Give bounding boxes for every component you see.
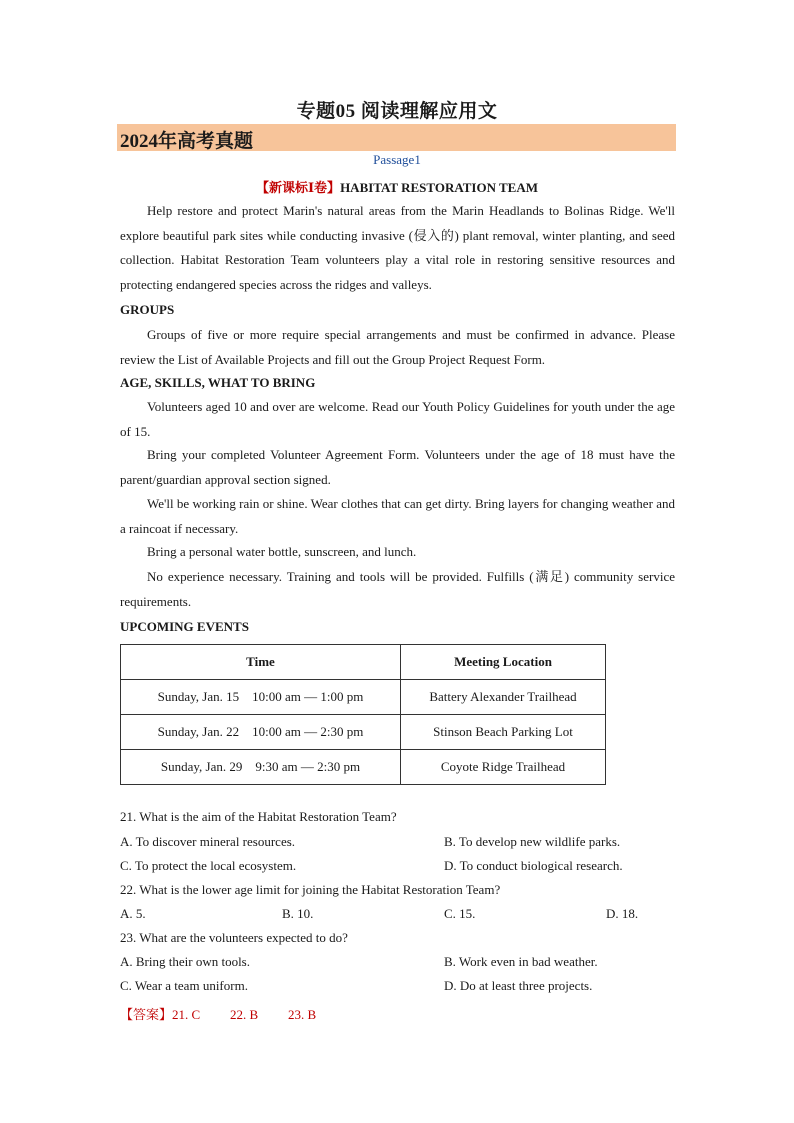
- event-time-cell: Sunday, Jan. 29 9:30 am — 2:30 pm: [121, 750, 401, 785]
- passage-label: Passage1: [373, 152, 421, 167]
- question-22-option-c: C. 15.: [444, 906, 476, 921]
- question-23-option-b: B. Work even in bad weather.: [444, 954, 598, 969]
- answer-23: 23. B: [288, 1007, 317, 1022]
- event-time-cell: Sunday, Jan. 15 10:00 am — 1:00 pm: [121, 680, 401, 715]
- question-23-option-a: A. Bring their own tools.: [120, 954, 250, 969]
- groups-heading: GROUPS: [120, 302, 175, 317]
- answer-22: 22. B: [230, 1007, 259, 1022]
- answer-key: [120, 1004, 316, 1023]
- section-band-label: 2024年高考真题: [120, 131, 254, 152]
- question-21-stem: 21. What is the aim of the Habitat Restoration Team?: [120, 809, 397, 824]
- question-21-option-c: C. To protect the local ecosystem.: [120, 858, 297, 873]
- weather-paragraph: We'll be working rain or shine. Wear clothes that can get dirty. Bring layers for changing weather and a raincoat if necessary.: [120, 496, 675, 536]
- intro-paragraph: Help restore and protect Marin's natural areas from the Marin Headlands to Bolinas Ridge. We'll explore beautiful park sites while conducting invasive (侵入的) plant removal, winter planting, and seed collection. Habitat Restoration Team volunteers play a vital role in restoring sensitive resources and protecting endangered species across the ridges and valleys.: [120, 203, 675, 292]
- passage-heading: [0, 177, 794, 196]
- question-21-option-b: B. To develop new wildlife parks.: [444, 834, 621, 849]
- column-header-location: Meeting Location: [401, 645, 606, 680]
- question-23-stem: 23. What are the volunteers expected to do?: [120, 930, 348, 945]
- bring-paragraph: Bring a personal water bottle, sunscreen, and lunch.: [147, 544, 417, 559]
- events-table: [120, 644, 606, 785]
- question-21-option-d: D. To conduct biological research.: [444, 858, 623, 873]
- groups-paragraph: Groups of five or more require special arrangements and must be confirmed in advance. Please review the List of Available Projects and fill out the Group Project Request Form.: [120, 327, 675, 367]
- table-row: [121, 715, 606, 750]
- question-22-option-a: A. 5.: [120, 906, 146, 921]
- agreement-paragraph: Bring your completed Volunteer Agreement Form. Volunteers under the age of 18 must have the parent/guardian approval section signed.: [120, 447, 675, 487]
- question-23-option-c: C. Wear a team uniform.: [120, 978, 248, 993]
- question-22-option-d: D. 18.: [606, 906, 639, 921]
- table-header-row: [121, 645, 606, 680]
- document-title: 专题05 阅读理解应用文: [296, 101, 498, 122]
- question-23-option-d: D. Do at least three projects.: [444, 978, 593, 993]
- question-22-option-b: B. 10.: [282, 906, 314, 921]
- column-header-time: Time: [121, 645, 401, 680]
- question-21-option-a: A. To discover mineral resources.: [120, 834, 296, 849]
- event-location-cell: Stinson Beach Parking Lot: [401, 715, 606, 750]
- events-heading: UPCOMING EVENTS: [120, 619, 249, 634]
- table-row: [121, 750, 606, 785]
- table-row: [121, 680, 606, 715]
- experience-paragraph: No experience necessary. Training and tools will be provided. Fulfills (满足) community service requirements.: [120, 569, 675, 609]
- age-paragraph: Volunteers aged 10 and over are welcome. Read our Youth Policy Guidelines for youth under the age of 15.: [120, 399, 675, 439]
- event-location-cell: Battery Alexander Trailhead: [401, 680, 606, 715]
- question-22-stem: 22. What is the lower age limit for joining the Habitat Restoration Team?: [120, 882, 501, 897]
- event-time-cell: Sunday, Jan. 22 10:00 am — 2:30 pm: [121, 715, 401, 750]
- event-location-cell: Coyote Ridge Trailhead: [401, 750, 606, 785]
- passage-title: HABITAT RESTORATION TEAM: [340, 180, 539, 195]
- answer-label: 【答案】: [120, 1007, 173, 1022]
- section-band: [117, 124, 676, 151]
- exam-tag: 【新课标Ⅰ卷】: [255, 180, 341, 195]
- answer-21: 21. C: [172, 1007, 201, 1022]
- age-skills-heading: AGE, SKILLS, WHAT TO BRING: [120, 375, 316, 390]
